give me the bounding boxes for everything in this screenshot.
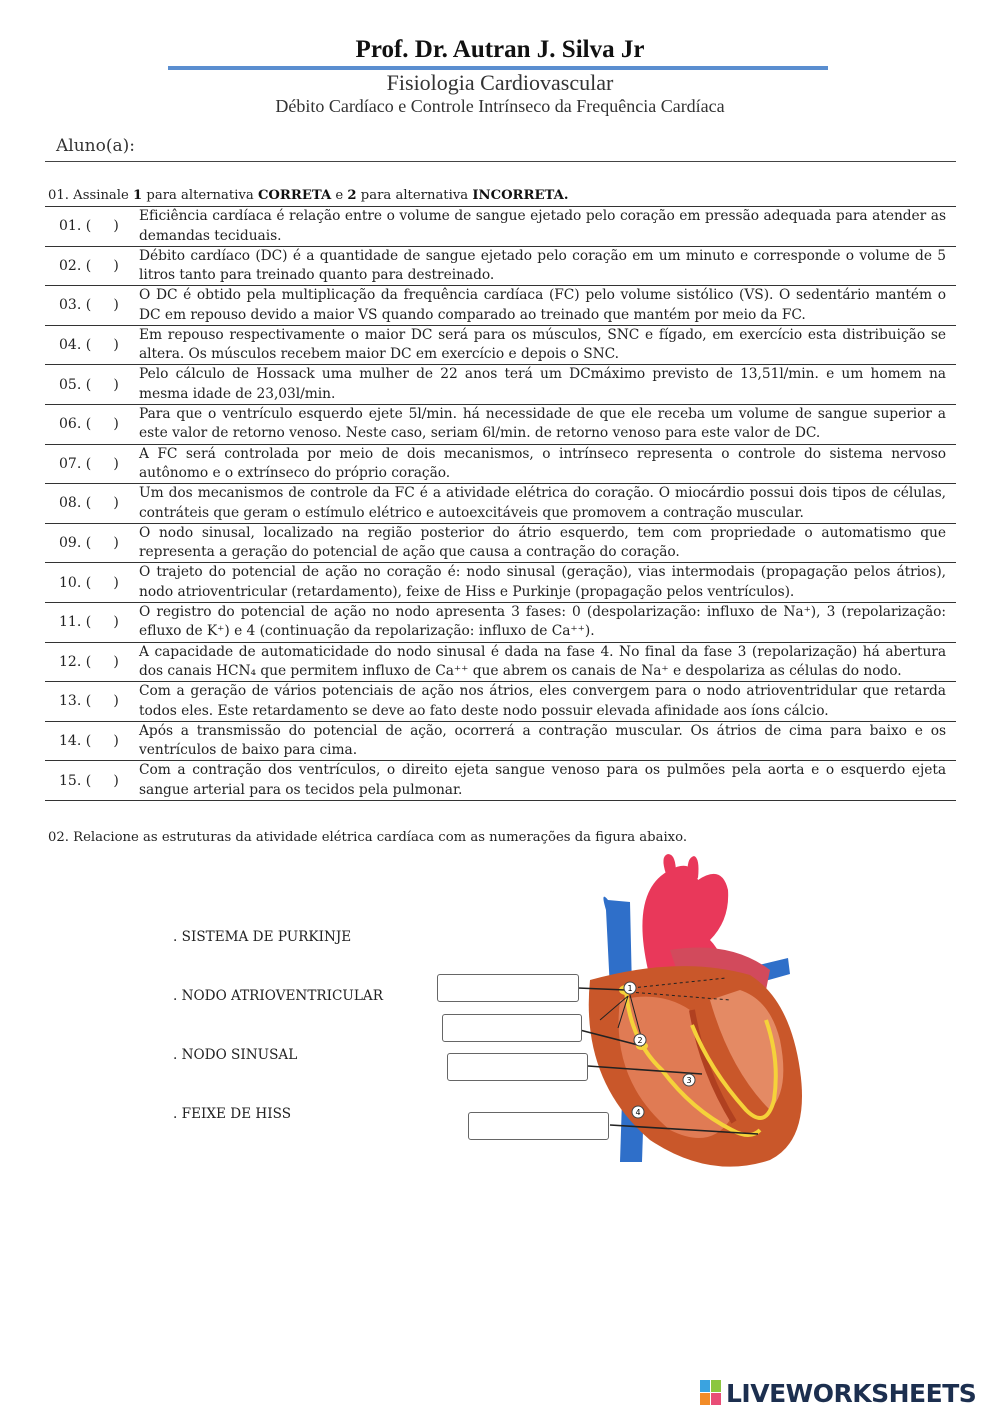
marker-label-1: 1: [627, 984, 633, 993]
question-number-answer-field[interactable]: 13. ( ): [59, 693, 119, 710]
question-statement: A capacidade de automaticidade do nodo sinusal é dada na fase 4. No final da fase 3 (repolarização) há abertura dos canais HCN₄ que permitem influxo de Ca⁺⁺ que abrem os canais de Na⁺ e despolariza as células do nodo.: [139, 643, 946, 680]
marker-label-4: 4: [635, 1108, 641, 1117]
question-statement: Após a transmissão do potencial de ação, ocorrerá a contração muscular. Os átrios de cima para baixo e os ventrículos de baixo para cima.: [139, 722, 946, 759]
question-number-answer-field[interactable]: 03. ( ): [59, 297, 119, 314]
question-number-answer-field[interactable]: 08. ( ): [59, 495, 119, 512]
answer-box-3[interactable]: [447, 1053, 588, 1081]
answer-box-2[interactable]: [442, 1014, 582, 1042]
marker-label-2: 2: [637, 1036, 643, 1045]
question-number-answer-field[interactable]: 09. ( ): [59, 535, 119, 552]
option-av-node: . NODO ATRIOVENTRICULAR: [173, 988, 383, 1004]
topic-title: Débito Cardíaco e Controle Intrínseco da Frequência Cardíaca: [275, 96, 725, 116]
question-statement: Um dos mecanismos de controle da FC é a atividade elétrica do coração. O miocárdio possui dois tipos de células, contráteis que geram o estímulo elétrico e autoexcitáveis que promovem a contração muscular.: [139, 485, 946, 521]
liveworksheets-brand[interactable]: [700, 1378, 976, 1408]
question-row: [45, 523, 956, 563]
question-row: [45, 721, 956, 761]
question-statement: Débito cardíaco (DC) é a quantidade de sangue ejetado pelo coração em um minuto e corresponde o volume de 5 litros tanto para treinado quanto para destreinado.: [139, 247, 946, 284]
question-number-answer-field[interactable]: 11. ( ): [59, 614, 119, 631]
teacher-name: Prof. Dr. Autran J. Silva Jr: [355, 36, 645, 63]
question1-instruction: 01. Assinale 1 para alternativa CORRETA e 2 para alternativa INCORRETA.: [48, 188, 569, 203]
question-row: [45, 444, 956, 484]
question-row: [45, 681, 956, 721]
option-sinus-node: . NODO SINUSAL: [173, 1047, 298, 1063]
question-number-answer-field[interactable]: 15. ( ): [59, 772, 119, 789]
question-row: [45, 325, 956, 365]
question-statement: Com a contração dos ventrículos, o direito ejeta sangue venoso para os pulmões pela aorta e o esquerdo ejeta sangue arterial para os tecidos pela pulmonar.: [139, 762, 946, 798]
aortic-branch-2: [688, 856, 699, 878]
question-row: [45, 483, 956, 523]
brand-wordmark: LIVEWORKSHEETS: [726, 1378, 977, 1408]
question-row: [45, 562, 956, 602]
question-number-answer-field[interactable]: 02. ( ): [59, 257, 119, 274]
aortic-branch-1: [663, 854, 676, 874]
question-row: [45, 602, 956, 642]
question-number-answer-field[interactable]: 05. ( ): [59, 376, 119, 393]
question-number-answer-field[interactable]: 14. ( ): [59, 733, 119, 750]
question-statement: O nodo sinusal, localizado na região posterior do átrio esquerdo, tem com propriedade o automatismo que representa a geração do potencial de ação que causa a contração do coração.: [139, 524, 946, 561]
answer-box-1[interactable]: [437, 974, 579, 1002]
question-row: [45, 642, 956, 682]
marker-label-3: 3: [686, 1076, 692, 1085]
course-title: Fisiologia Cardiovascular: [386, 70, 614, 95]
question-number-answer-field[interactable]: 07. ( ): [59, 455, 119, 472]
question-statement: Com a geração de vários potenciais de ação nos átrios, eles convergem para o nodo atrioventridular que retarda todos eles. Este retardamento se deve ao fato deste nodo possuir elevada afinidade aos íons cálcio.: [139, 683, 946, 719]
question-row: [45, 246, 956, 286]
question-row: [45, 206, 956, 246]
question-number-answer-field[interactable]: 10. ( ): [59, 574, 119, 591]
liveworksheets-logo-icon: [700, 1380, 722, 1406]
question-statement: O DC é obtido pela multiplicação da frequência cardíaca (FC) pelo volume sistólico (VS). O sedentário mantém o DC em repouso devido a maior VS quando comparado ao treinado que mantém por meio da FC.: [139, 287, 946, 323]
question-statement: O trajeto do potencial de ação no coração é: nodo sinusal (geração), vias intermodais (propagação pelos átrios), nodo atrioventricular (retardamento), feixe de Hiss e Purkinje (propagação pelos ventrículos).: [139, 564, 946, 600]
question-statement: Em repouso respectivamente o maior DC será para os músculos, SNC e fígado, em exercício esta distribuição se altera. Os músculos recebem maior DC em exercício e depois o SNC.: [139, 326, 946, 363]
student-label: Aluno(a):: [56, 136, 135, 156]
question-number-answer-field[interactable]: 04. ( ): [59, 337, 119, 354]
question-row: [45, 285, 956, 325]
question2-instruction: 02. Relacione as estruturas da atividade elétrica cardíaca com as numerações da figura abaixo.: [48, 830, 688, 845]
question-row: [45, 760, 956, 801]
option-purkinje: . SISTEMA DE PURKINJE: [173, 929, 352, 945]
option-his-bundle: . FEIXE DE HISS: [173, 1106, 292, 1122]
question-statement: Para que o ventrículo esquerdo ejete 5l/min. há necessidade de que ele receba um volume de sangue superior a este valor de retorno venoso. Neste caso, seriam 6l/min. de retorno venoso para este valor de DC.: [139, 405, 946, 442]
question-statement: A FC será controlada por meio de dois mecanismos, o intrínseco representa o controle do sistema nervoso autônomo e o extrínseco do próprio coração.: [139, 445, 946, 482]
answer-box-4[interactable]: [468, 1112, 609, 1140]
question-number-answer-field[interactable]: 01. ( ): [59, 218, 119, 235]
question-statement: Eficiência cardíaca é relação entre o volume de sangue ejetado pelo coração em pressão adequada para atender as demandas teciduais.: [139, 208, 946, 244]
question-number-answer-field[interactable]: 06. ( ): [59, 416, 119, 433]
question-statement: O registro do potencial de ação no nodo apresenta 3 fases: 0 (despolarização: influxo de Na⁺), 3 (repolarização: efluxo de K⁺) e 4 (continuação da repolarização: influxo de Ca⁺⁺).: [139, 603, 946, 640]
question1-table: [45, 206, 956, 801]
question-number-answer-field[interactable]: 12. ( ): [59, 653, 119, 670]
question-row: [45, 364, 956, 404]
student-name-line: [45, 161, 956, 162]
question-statement: Pelo cálculo de Hossack uma mulher de 22 anos terá um DCmáximo previsto de 13,51l/min. e um homem na mesma idade de 23,03l/min.: [139, 366, 946, 402]
question-row: [45, 404, 956, 444]
